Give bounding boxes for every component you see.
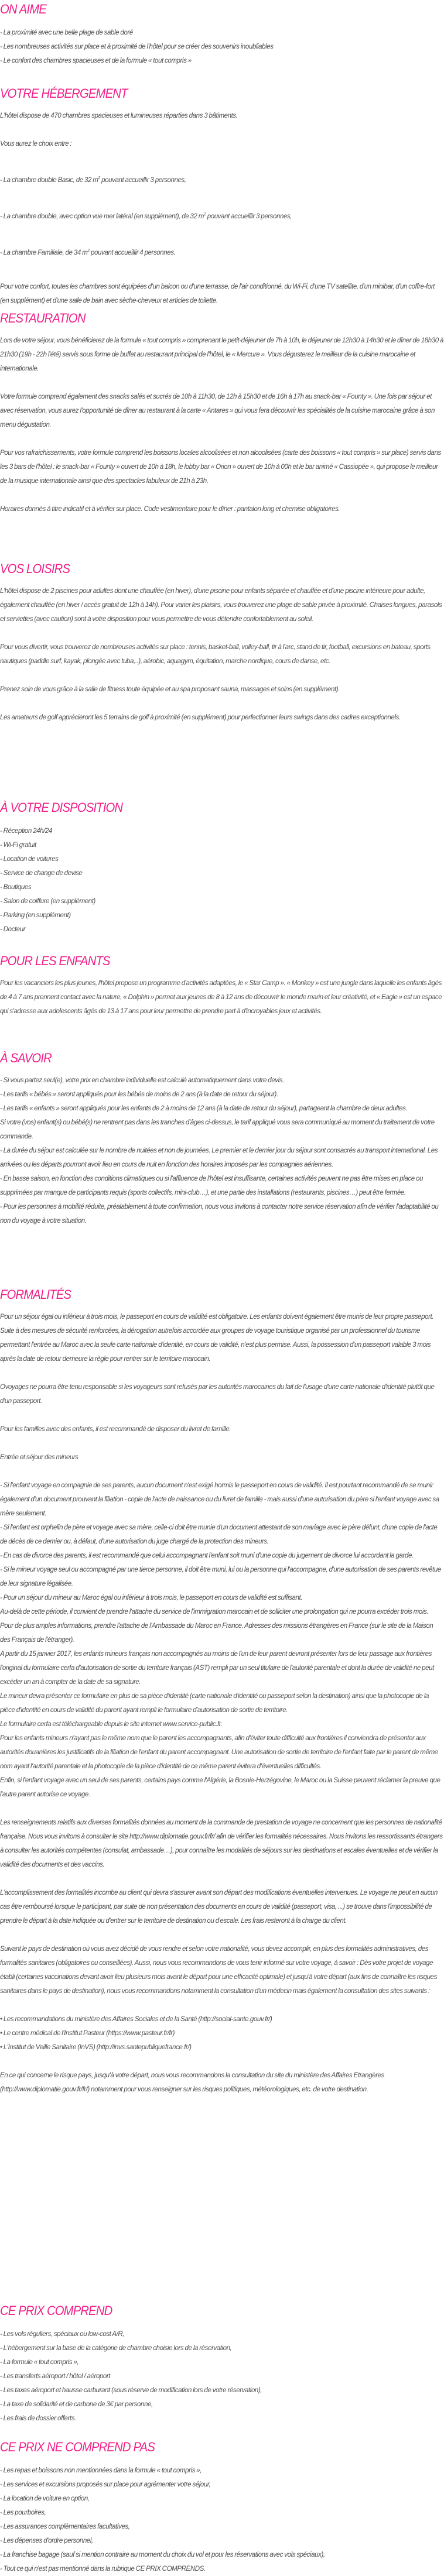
section-title: FORMALITÉS <box>0 1287 71 1302</box>
section-title: CE PRIX COMPREND <box>0 2303 112 2318</box>
list-item: - La proximité avec une belle plage de sable doré <box>0 29 133 36</box>
section-enfants <box>0 953 444 1018</box>
section-title: CE PRIX NE COMPREND PAS <box>0 2440 155 2454</box>
paragraph: Pour les familles avec des enfants, il est recommandé de disposer du livret de famille. <box>0 1425 231 1433</box>
paragraph: Pour un séjour égal ou inférieur à trois mois, le passeport en cours de validité est obligatoire. Les enfants doivent également être munis de leur propre passeport. <box>0 1313 434 1320</box>
section-title: VOTRE HÉBERGEMENT <box>0 86 128 101</box>
list-item: - Les frais de dossier offerts. <box>0 2414 76 2422</box>
paragraph: Pour vous divertir, vous trouverez de nombreuses activités sur place : tennis, basket-ball, volley-ball, tir à l'arc, stand de tir, football, excursions en bateau, sports nautiques (paddle surf, kayak, plongée avec tuba,..), aérobic, aquagym, équitation, marche nordique, cours de danse, etc. <box>0 643 431 665</box>
list-item: - Les transferts aéroport / hôtel / aéroport <box>0 2372 111 2380</box>
minors-rule: - Si l'enfant voyage en compagnie de ses parents, aucun document n'est exigé hormis le passeport en cours de validité. Il est pourtant recommandé de se munir également d'un document prouvant la filiation - copie de l'acte de naissance ou du livret de famille - mais aussi d'une autorisation du père si l'enfant voyage avec sa mère seulement. <box>0 1481 439 1517</box>
list-item: - Les taxes aéroport et hausse carburant (sous réserve de modification lors de votre réservation), <box>0 2386 262 2394</box>
minors-rule: Pour de plus amples informations, prendre l'attache de l'Ambassade du Maroc en France. Adresses des missions étrangères en France (sur le site de la Maison des Français de l'étranger). <box>0 1622 433 1644</box>
list-item: - Les dépenses d'ordre personnel, <box>0 2537 93 2544</box>
paragraph: Prenez soin de vous grâce à la salle de fitness toute équipée et au spa proposant sauna, massages et soins (en supplément). <box>0 685 340 693</box>
list-item: - Service de change de devise <box>0 869 83 877</box>
list-item: - Location de voitures <box>0 855 59 863</box>
paragraph: Les amateurs de golf apprécieront les 5 terrains de golf à proximité (en supplément) pour perfectionner leurs swings dans des cadres exceptionnels. <box>0 714 401 721</box>
paragraph: L'hôtel dispose de 470 chambres spacieuses et lumineuses réparties dans 3 bâtiments. <box>0 112 238 119</box>
list-item: - Les repas et boissons non mentionnées dans la formule « tout compris », <box>0 2467 202 2474</box>
paragraph: Vous aurez le choix entre : <box>0 140 72 148</box>
minors-rule: Pour les enfants mineurs n'ayant pas le même nom que le parent les accompagnants, afin d'éviter toute difficulté aux frontières il conviendra de présenter aux autorités douanières les justificatifs de la filiation de l'enfant du parent accompagnant. Une autorisation de sortie de territoire de l'enfant faite par le parent de même nom ayant l'autorité parentale et la photocopie de la pièce d'identité de ce même parent évitera d'éventuelles difficultés. <box>0 1734 438 1770</box>
list-item: - Les pourboires, <box>0 2509 46 2516</box>
minors-rule: Le mineur devra présenter ce formulaire en plus de sa pièce d'identité (carte nationale d'identité ou passeport selon la destination) ainsi que la photocopie de la pièce d'identité en cours de validité du parent ayant rempli le formulaire d'autorisation de sortie de territoire. <box>0 1692 429 1714</box>
list-item: - Les services et excursions proposés sur place pour agrémenter votre séjour, <box>0 2481 211 2488</box>
paragraph: Votre formule comprend également des snacks salés et sucrés de 10h à 11h30, de 12h à 15h30 et de 16h à 17h au snack-bar « Founty ». Une fois par séjour et avec réservation, vous aurez l'opportunité de dîner au restaurant à la carte « Antares » qui vous fera découvrir les spécialités de la cuisine marocaine grâce à son menu dégustation. <box>0 393 435 428</box>
list-item: - Wi-Fi gratuit <box>0 841 36 849</box>
subheading-minors: Entrée et séjour des mineurs <box>0 1453 78 1461</box>
paragraph: Ovoyages ne pourra être tenu responsable si les voyageurs sont refusés par les autorités marocaines du fait de l'usage d'une carte nationale d'identité plutôt que d'un passeport. <box>0 1383 435 1405</box>
paragraph: Suivant le pays de destination où vous avez décidé de vous rendre et selon votre nationalité, vous devez accomplir, en plus des formalités administratives, des formalités sanitaires (obligatoires ou conseillées). Aussi, nous vous recommandons de vous tenir informé sur votre voyage, à savoir : Dès votre projet de voyage établi (certaines vaccinations devant avoir lieu plusieurs mois avant le départ pour une efficacité optimale) et jusqu'à votre départ (aux fins de connaître les risques sanitaires dans le pays de destination), nous vous recommandons notamment la consultation d'un médecin mais également la consultation des sites suivants : <box>0 1945 437 1995</box>
list-item: - La taxe de solidarité et de carbone de 3€ par personne, <box>0 2400 153 2408</box>
section-title: ON AIME <box>0 2 46 16</box>
minors-rule: - Si le mineur voyage seul ou accompagné par une tierce personne, il doit être muni, lui ou la personne qui l'accompagne, d'une autorisation de ses parents revêtue de leur signature légalisée. <box>0 1566 441 1587</box>
minors-rule: Enfin, si l'enfant voyage avec un seul de ses parents, certains pays comme l'Algérie, la Bosnie-Herzégovine, le Maroc ou la Suisse peuvent réclamer la preuve que l'autre parent autorise ce voyage. <box>0 1776 440 1798</box>
paragraph: En ce qui concerne le risque pays, jusqu'à votre départ, nous vous recommandons la consultation du site du ministère des Affaires Etrangères (http://www.diplomatie.gouv.fr/fr/) notamment pour vous renseigner sur les risques politiques, météorologiques, etc. de votre destination. <box>0 2071 384 2093</box>
paragraph: Les renseignements relatifs aux diverses formalités données au moment de la commande de prestation de voyage ne concernent que les personnes de nationalité française. Nous vous invitons à consulter le site http://www.diplomatie.gouv.fr/fr/ afin de vérifier les formalités nécessaires. Nous invitons les ressortissants étrangers à consulter les autorités compétentes (consulat, ambassade…), pour connaître les modalités de séjours sur les destinations et escales éventuelles et de vérifier la validité des documents et des vaccins. <box>0 1819 443 1868</box>
section-title: À VOTRE DISPOSITION <box>0 800 123 815</box>
info-line: - La durée du séjour est calculée sur le nombre de nuitées et non de journées. Le premier et le dernier jour du séjour sont consacrés au transport international. Les arrivées ou les départs pourront avoir lieu en cours de nuit en fonction des horaires imposés par les compagnies aériennes. <box>0 1147 438 1168</box>
minors-rule: - En cas de divorce des parents, il est recommandé que celui accompagnant l'enfant soit muni d'une copie du jugement de divorce lui accordant la garde. <box>0 1552 414 1559</box>
paragraph: Pour votre confort, toutes les chambres sont équipées d'un balcon ou d'une terrasse, de l'air conditionné, du Wi-Fi, d'une TV satellite, d'un minibar, d'un coffre-fort (en supplément) et d'une salle de bain avec sèche-cheveux et articles de toilette. <box>0 283 435 304</box>
section-prix-ne-comprend-pas <box>0 2439 444 2576</box>
list-item: - Salon de coiffure (en supplément) <box>0 897 95 905</box>
list-item: - L'hébergement sur la base de la catégorie de chambre choisie lors de la réservation, <box>0 2344 232 2352</box>
paragraph: Lors de votre séjour, vous bénéficierez de la formule « tout compris » comprenant le petit-déjeuner de 7h à 10h, le déjeuner de 12h30 à 14h30 et le dîner de 18h30 à 21h30 (19h - 22h l'été) servis sous forme de buffet au restaurant principal de l'hôtel, le « Mercure ». Vous dégusterez le meilleur de la cuisine marocaine et internationale. <box>0 337 443 372</box>
paragraph: Horaires donnés à titre indicatif et à vérifier sur place. Code vestimentaire pour le dîner : pantalon long et chemise obligatoires. <box>0 505 340 513</box>
section-restauration <box>0 310 444 516</box>
health-link-item[interactable]: • Les recommandations du ministère des Affaires Sociales et de la Santé (http://social-sante.gouv.fr/) <box>0 2015 272 2023</box>
minors-rule: Le formulaire cerfa est téléchargeable depuis le site internet www.service-public.fr. <box>0 1720 223 1728</box>
room-option: - La chambre double Basic, de 32 $m^2$ pouvant accueillir 3 personnes, <box>0 176 186 184</box>
list-item: - Docteur <box>0 925 26 933</box>
health-link-item[interactable]: • L'Institut de Veille Sanitaire (InVS) (http://invs.santepubliquefrance.fr/) <box>0 2043 192 2051</box>
paragraph: L'hôtel dispose de 2 piscines pour adultes dont une chauffée (en hiver), d'une piscine pour enfants séparée et chauffée et d'une piscine intérieure pour adulte, également chauffée (en hiver / accès gratuit de 12h à 14h). Pour varier les plaisirs, vous trouverez une plage de sable privée à proximité. Chaises longues, parasols et serviettes (avec caution) sont à votre disposition pour vous permettre de vous détendre confortablement au soleil. <box>0 587 442 623</box>
info-line: - Si vous partez seul(e), votre prix en chambre individuelle est calculé automatiquement dans votre devis. <box>0 1076 284 1084</box>
room-option: - La chambre Familiale, de 34 $m^2$ pouvant accueillir 4 personnes. <box>0 249 176 256</box>
section-title: RESTAURATION <box>0 311 86 325</box>
section-disposition <box>0 800 444 937</box>
minors-rule: - Pour un séjour du mineur au Maroc égal ou inférieur à trois mois, le passeport en cours de validité est suffisant. <box>0 1594 302 1601</box>
list-item: - Les assurances complémentaires facultatives, <box>0 2523 130 2530</box>
list-item: - Les nombreuses activités sur place et à proximité de l'hôtel pour se créer des souvenirs inoubliables <box>0 43 274 50</box>
section-loisirs <box>0 561 444 725</box>
paragraph: Pour les vacanciers les plus jeunes, l'hôtel propose un programme d'activités adaptées, le « Star Camp ». « Monkey » est une jungle dans laquelle les enfants âgés de 4 à 7 ans prennent contact avec la nature, « Dolphin » permet aux jeunes de 8 à 12 ans de découvrir le monde marin et leur créativité, et « Eagle » est un espace qui s'adresse aux adolescents âgés de 13 à 17 ans pour leur permettre de prendre part à d'incroyables jeux et activités. <box>0 979 442 1015</box>
info-line: - Les tarifs « bébés » seront appliqués pour les bébés de moins de 2 ans (à la date de retour du séjour). <box>0 1090 278 1098</box>
room-option: - La chambre double, avec option vue mer latéral (en supplément), de 32 $m^2$ pouvant accueillir 3 personnes, <box>0 212 292 220</box>
section-title: POUR LES ENFANTS <box>0 953 110 968</box>
paragraph: Pour vos rafraichissements, votre formule comprend les boissons locales alcoolisées et non alcoolisées (carte des boissons « tout compris » sur place) servis dans les 3 bars de l'hôtel : le snack-bar « Founty » ouvert de 10h à 18h, le lobby bar « Orion » ouvert de 10h à 00h et le bar animé « Cassiopée », qui propose le meilleur de la musique internationale ainsi que des spectacles fabuleux de 21h à 23h. <box>0 449 441 485</box>
list-item: - La formule « tout compris », <box>0 2358 79 2366</box>
info-line: - En basse saison, en fonction des conditions climatiques ou si l'affluence de l'hôtel est insuffisante, certaines activités peuvent ne pas être mises en place ou supprimées par manque de participants requis (sports collectifs, mini-club…), et une partie des installations (restaurants, piscines…) peut être fermée. <box>0 1175 423 1196</box>
paragraph: L'accomplissement des formalités incombe au client qui devra s'assurer avant son départ des modifications éventuelles intervenues. Le voyage ne peut en aucun cas être remboursé lorsque le participant, par suite de non présentation des documents en cours de validité (passeport, visa, ...) se trouve dans l'impossibilité de prendre le départ à la date indiquée ou d'entrer sur le territoire de destination ou d'escale. Les frais resteront à la charge du client. <box>0 1889 438 1925</box>
list-item: - Le confort des chambres spacieuses et de la formule « tout compris » <box>0 57 192 64</box>
list-item: - Les vols réguliers, spéciaux ou low-cost A/R, <box>0 2330 125 2338</box>
section-prix-comprend <box>0 2303 444 2426</box>
minors-rule: Au-delà de cette période, il convient de prendre l'attache du service de l'immigration marocain et de solliciter une prolongation qui ne pourra excéder trois mois. <box>0 1608 429 1615</box>
section-on-aime <box>0 1 444 68</box>
info-line: Si votre (vos) enfant(s) ou bébé(s) ne rentrent pas dans les tranches d'âges ci-dessus, le tarif appliqué vous sera communiqué au moment du traitement de votre commande. <box>0 1119 435 1140</box>
section-title: VOS LOISIRS <box>0 561 70 576</box>
list-item: - La location de voiture en option, <box>0 2495 90 2502</box>
info-line: - Pour les personnes à mobilité réduite, préalablement à toute confirmation, nous vous invitons à contacter notre service réservation afin de vérifier l'adaptabilité ou non du voyage à votre situation. <box>0 1203 439 1224</box>
section-hebergement <box>0 85 444 308</box>
list-item: - Boutiques <box>0 883 32 891</box>
paragraph: Suite à des mesures de sécurité renforcées, la dérogation autrefois accordée aux groupes de voyage touristique organisé par un professionnel du tourisme permettant l'entrée au Maroc avec la seule carte nationale d'identité, en cours de validité, n'est plus permise. Aussi, la possession d'un passeport valable 3 mois après la date de retour demeure la règle pour rentrer sur le territoire marocain. <box>0 1327 431 1363</box>
list-item: - Parking (en supplément) <box>0 911 71 919</box>
section-formalites <box>0 1287 444 2097</box>
section-title: À SAVOIR <box>0 1051 52 1065</box>
list-item: - Réception 24h/24 <box>0 827 52 835</box>
section-savoir <box>0 1050 444 1228</box>
list-item: - La franchise bagage (sauf si mention contraire au moment du choix du vol et pour les réservations avec vols spéciaux), <box>0 2551 325 2558</box>
minors-rule: A partir du 15 janvier 2017, les enfants mineurs français non accompagnés au moins de l'un de leur parent devront présenter lors de leur passage aux frontières l'original du formulaire cerfa d'autorisation de sortie du territoire français (AST) rempli par un seul titulaire de l'autorité parentale et dont la durée de validité ne peut excéder un an à compter de la date de sa signature. <box>0 1650 434 1686</box>
minors-rule: - Si l'enfant est orphelin de père et voyage avec sa mère, celle-ci doit être munie d'un document attestant de son mariage avec le père défunt, d'une copie de l'acte de décès de ce dernier ou, à défaut, d'une autorisation du juge chargé de la protection des mineurs. <box>0 1524 438 1545</box>
list-item: - Tout ce qui n'est pas mentionné dans la rubrique CE PRIX COMPRENDS. <box>0 2565 206 2572</box>
health-link-item[interactable]: • Le centre médical de l'Institut Pasteur (https://www.pasteur.fr/fr) <box>0 2029 175 2037</box>
info-line: - Les tarifs « enfants » seront appliqués pour les enfants de 2 à moins de 12 ans (à la date de retour du séjour), partageant la chambre de deux adultes. <box>0 1105 408 1112</box>
